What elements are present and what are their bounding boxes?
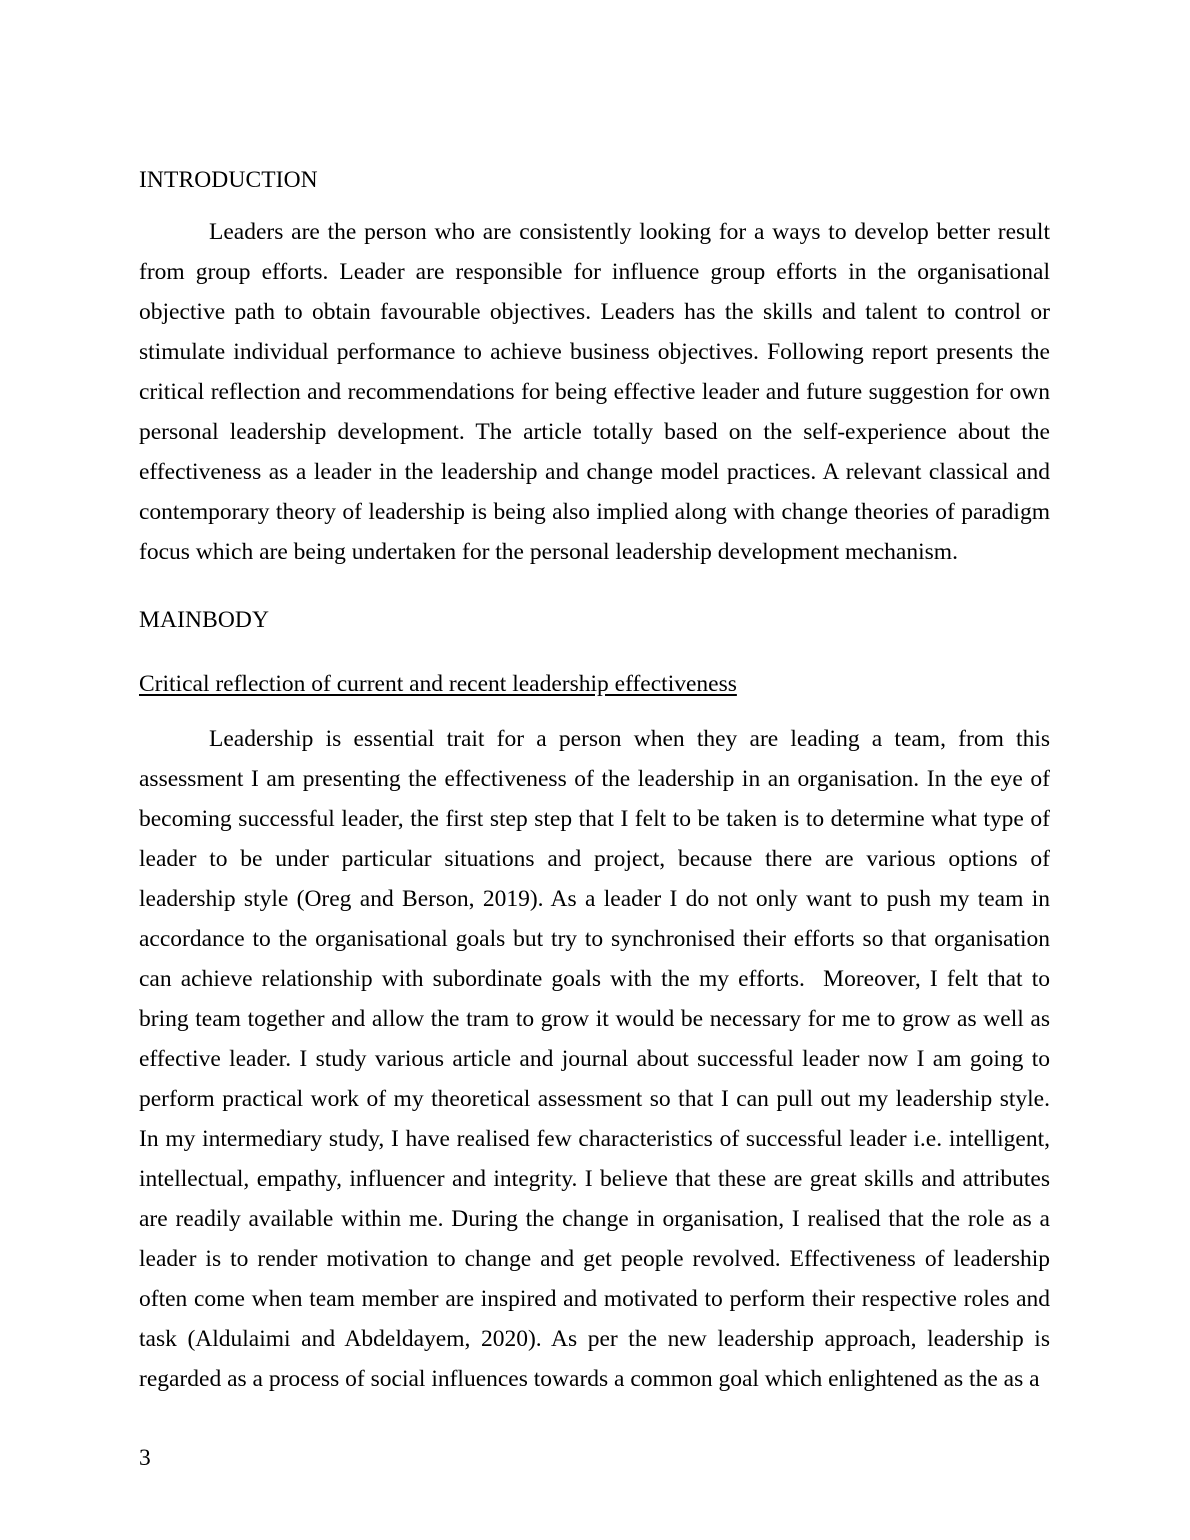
spacer-after-subheading [139,707,1050,719]
mainbody-paragraph: Leadership is essential trait for a person when they are leading a team, from this assessment I am presenting the effectiveness of the leadership in an organisation. In the eye of becoming successful leader, the first step step that I felt to be taken is to determine what type of leader to be under particular situations and project, because there are various options of leadership style (Oreg and Berson, 2019). As a leader I do not only want to push my team in accordance to the organisational goals but try to synchronised their efforts so that organisation can achieve relationship with subordinate goals with the my efforts. Moreover, I felt that to bring team together and allow the tram to grow it would be necessary for me to grow as well as effective leader. I study various article and journal about successful leader now I am going to perform practical work of my theoretical assessment so that I can pull out my leadership style. In my intermediary study, I have realised few characteristics of successful leader i.e. intelligent, intellectual, empathy, influencer and integrity. I believe that these are great skills and attributes are readily available within me. During the change in organisation, I realised that the role as a leader is to render motivation to change and get people revolved. Effectiveness of leadership often come when team member are inspired and motivated to perform their respective roles and task (Aldulaimi and Abdeldayem, 2020). As per the new leadership approach, leadership is regarded as a process of social influences towards a common goal which enlightened as the as a [139,726,1056,1392]
subheading-row [139,664,1050,707]
introduction-paragraph: Leaders are the person who are consistently looking for a ways to develop better result from group efforts. Leader are responsible for influence group efforts in the organisational objective path to obtain favourable objectives. Leaders has the skills and talent to control or stimulate individual performance to achieve business objectives. Following report presents the critical reflection and recommendations for being effective leader and future suggestion for own personal leadership development. The article totally based on the self-experience about the effectiveness as a leader in the leadership and change model practices. A relevant classical and contemporary theory of leadership is being also implied along with change theories of paradigm focus which are being undertaken for the personal leadership development mechanism. [139,219,1056,565]
spacer-after-introduction-heading [139,200,1050,212]
critical-reflection-subheading: Critical reflection of current and recent leadership effectiveness [139,671,737,697]
mainbody-heading: MAINBODY [139,607,270,633]
page-content [139,160,1056,1399]
spacer-before-subheading [139,640,1050,664]
introduction-heading: INTRODUCTION [139,167,318,193]
spacer-before-mainbody-heading [139,572,1050,600]
page-number: 3 [139,1445,151,1471]
